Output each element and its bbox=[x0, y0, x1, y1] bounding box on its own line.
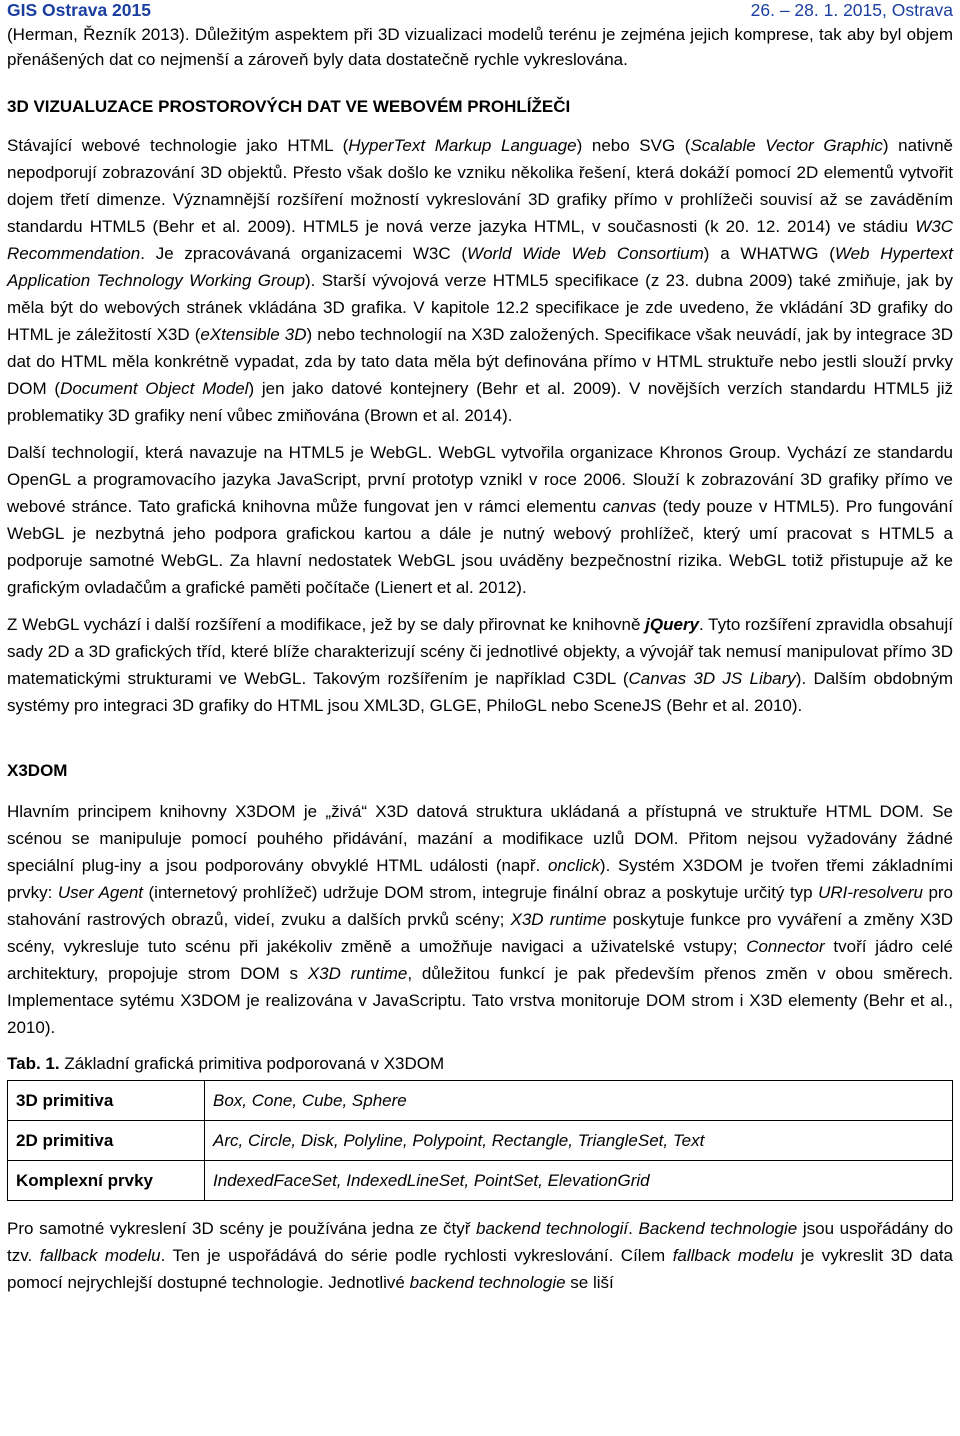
body-paragraph bbox=[7, 1215, 953, 1296]
text-run: ). Dalším obdobným systémy pro integraci 3D grafiky do HTML jsou XML3D, GLGE, PhiloGL nebo SceneJS (Behr et al. 2010). bbox=[7, 669, 953, 715]
text-run: ) nebo SVG ( bbox=[576, 136, 691, 155]
body-paragraph bbox=[7, 439, 953, 601]
emphasis-text: onclick bbox=[547, 856, 600, 875]
emphasis-text: X3D runtime bbox=[307, 964, 408, 983]
text-run: Pro samotné vykreslení 3D scény je používána jedna ze čtyř bbox=[7, 1219, 477, 1238]
section-heading-3d-visualization: 3D VIZUALUZACE PROSTOROVÝCH DAT VE WEBOVÉM PROHLÍŽEČI bbox=[7, 97, 571, 116]
table-row-header: 2D primitiva bbox=[8, 1121, 205, 1161]
table-row bbox=[8, 1081, 953, 1121]
body-paragraph bbox=[7, 798, 953, 1041]
emphasis-text: Backend technologie bbox=[638, 1219, 798, 1238]
table-row-value: IndexedFaceSet, IndexedLineSet, PointSet, ElevationGrid bbox=[205, 1161, 953, 1201]
intro-paragraph: (Herman, Řezník 2013). Důležitým aspektem při 3D vizualizaci modelů terénu je zejména jejich komprese, tak aby byl objem přenášených dat co nejmenší a zároveň byly data dostatečně rychle vykreslována. bbox=[7, 25, 953, 69]
text-run: je vykreslit 3D data pomocí nejrychlejší dostupné technologie. Jednotlivé bbox=[7, 1246, 953, 1292]
table-row bbox=[8, 1121, 953, 1161]
emphasis-text: User Agent bbox=[57, 883, 144, 902]
text-run: . Je zpracovávaná organizacemi W3C ( bbox=[140, 244, 468, 263]
emphasis-text: Document Object Model bbox=[60, 379, 249, 398]
table-row-header: Komplexní prvky bbox=[8, 1161, 205, 1201]
header-date-place: 26. – 28. 1. 2015, Ostrava bbox=[750, 0, 953, 20]
table-row bbox=[8, 1161, 953, 1201]
text-run: Hlavním principem knihovny X3DOM je „živá“ X3D datová struktura ukládaná a přístupná ve struktuře HTML DOM. Se scénou se manipuluje pomocí pouhého přidávání, mazání a modifikace uzlů DOM. Přitom nejsou vyžadovány žádné speciální plug-iny a jsou podporovány obvyklé HTML události (např. bbox=[7, 802, 953, 875]
emphasis-text: W3C Recommendation bbox=[7, 217, 953, 263]
body-paragraph bbox=[7, 132, 953, 429]
section-heading-x3dom: X3DOM bbox=[7, 761, 68, 780]
text-run: ). Starší vývojová verze HTML5 specifikace (z 23. dubna 2009) také zmiňuje, jak by měla být do webových stránek vkládána 3D grafika. V kapitole 12.2 specifikace je zde uvedeno, že vkládání 3D grafiky do HTML je záležitostí X3D ( bbox=[7, 271, 953, 344]
emphasis-text: HyperText Markup Language bbox=[348, 136, 577, 155]
table-row-value: Arc, Circle, Disk, Polyline, Polypoint, Rectangle, TriangleSet, Text bbox=[205, 1121, 953, 1161]
emphasis-text: backend technologií bbox=[476, 1219, 629, 1238]
document-page bbox=[7, 0, 953, 1296]
table-caption-text: Základní grafická primitiva podporovaná v X3DOM bbox=[59, 1054, 445, 1073]
text-run: pro stahování rastrových obrazů, videí, zvuku a dalších prvků scény; bbox=[7, 883, 954, 929]
text-run: ) a WHATWG ( bbox=[703, 244, 835, 263]
text-run: Další technologií, která navazuje na HTML5 je WebGL. WebGL vytvořila organizace Khronos Group. Vychází ze standardu OpenGL a programovacího jazyka JavaScript, první prototyp vznikl v roce 2006. Slouží k zobrazování 3D grafiky přímo ve webové stránce. Tato grafická knihovna může fungovat jen v rámci elementu bbox=[7, 443, 953, 516]
text-run: se liší bbox=[565, 1273, 614, 1292]
emphasis-text: Scalable Vector Graphic bbox=[690, 136, 883, 155]
table-row-value: Box, Cone, Cube, Sphere bbox=[205, 1081, 953, 1121]
emphasis-text: Web Hypertext Application Technology Working Group bbox=[7, 244, 953, 290]
primitives-table bbox=[7, 1080, 953, 1201]
emphasis-text: backend technologie bbox=[409, 1273, 566, 1292]
header-conference: GIS Ostrava 2015 bbox=[7, 0, 151, 20]
text-run: . Ten je uspořádává do série podle rychlosti vykreslování. Cílem bbox=[160, 1246, 673, 1265]
text-run: tvoří jádro celé architektury, propojuje strom DOM s bbox=[7, 937, 953, 983]
text-run: ) nebo technologií na X3D založených. Specifikace však neuvádí, jak by integrace 3D dat do HTML měla konkrétně vypadat, zda by tato data měla být definována přímo v HTML struktuře nebo jestli slouží prvky DOM ( bbox=[7, 325, 953, 398]
emphasis-text: URI-resolveru bbox=[818, 883, 923, 902]
emphasis-text: canvas bbox=[602, 497, 657, 516]
text-run: poskytuje funkce pro vyváření a změny X3D scény, vykresluje tuto scénu při jakékoliv změně a umožňuje navigaci a uživatelské vstupy; bbox=[7, 910, 953, 956]
emphasis-text: eXtensible 3D bbox=[200, 325, 307, 344]
text-run: (internetový prohlížeč) udržuje DOM strom, integruje finální obraz a poskytuje určitý typ bbox=[143, 883, 819, 902]
text-run: . bbox=[628, 1219, 639, 1238]
table-caption-label: Tab. 1. bbox=[7, 1054, 60, 1073]
text-run: ) jen jako datové kontejnery (Behr et al. 2009). V novějších verzích standardu HTML5 již problematiky 3D grafiky není vůbec zmiňována (Brown et al. 2014). bbox=[7, 379, 953, 425]
text-run: . Tyto rozšíření zpravidla obsahují sady 2D a 3D grafických tříd, které blíže charakterizují scény či jednotlivé objekty, a vývojář tak nemusí manipulovat přímo 3D matematickými strukturami ve WebGL. Takovým rozšířením je například C3DL ( bbox=[7, 615, 953, 688]
table-caption bbox=[7, 1050, 953, 1077]
emphasis-text: fallback modelu bbox=[672, 1246, 794, 1265]
emphasis-text: X3D runtime bbox=[510, 910, 607, 929]
emphasis-text: jQuery bbox=[645, 615, 700, 634]
emphasis-text: Canvas 3D JS Libary bbox=[628, 669, 796, 688]
emphasis-text: Connector bbox=[746, 937, 825, 956]
text-run: Z WebGL vychází i další rozšíření a modifikace, jež by se daly přirovnat ke knihovně bbox=[7, 615, 646, 634]
page-header bbox=[7, 0, 953, 22]
text-run: Stávající webové technologie jako HTML ( bbox=[7, 136, 349, 155]
emphasis-text: fallback modelu bbox=[39, 1246, 161, 1265]
table-row-header: 3D primitiva bbox=[8, 1081, 205, 1121]
text-run: ). Systém X3DOM je tvořen třemi základními prvky: bbox=[7, 856, 953, 902]
text-run: (tedy pouze v HTML5). Pro fungování WebGL je nezbytná jeho podpora grafickou kartou a dále je nutný webový prohlížeč, který umí pracovat s HTML5 a podporuje samotné WebGL. Za hlavní nedostatek WebGL jsou uváděny bezpečnostní rizika. WebGL totiž přistupuje až ke grafickým ovladačům a grafické paměti počítače (Lienert et al. 2012). bbox=[7, 497, 953, 597]
emphasis-text: World Wide Web Consortium bbox=[467, 244, 704, 263]
text-run: , důležitou funkcí je pak především přenos změn v obou směrech. Implementace sytému X3DOM je realizována v JavaScriptu. Tato vrstva monitoruje DOM strom i X3D elementy (Behr et al., 2010). bbox=[7, 964, 953, 1037]
body-paragraph bbox=[7, 611, 953, 719]
text-run: ) nativně nepodporují zobrazování 3D objektů. Přesto však došlo ke vzniku několika řešení, která dokáží pomocí 2D elementů vytvořit dojem třetí dimenze. Významnější rozšíření možností vykreslování 3D grafiky přímo v prohlížeči souvisí až se zaváděním standardu HTML5 (Behr et al. 2009). HTML5 je nová verze jazyka HTML, v současnosti (k 20. 12. 2014) ve stádiu bbox=[7, 136, 954, 236]
text-run: jsou uspořádány do tzv. bbox=[7, 1219, 954, 1265]
